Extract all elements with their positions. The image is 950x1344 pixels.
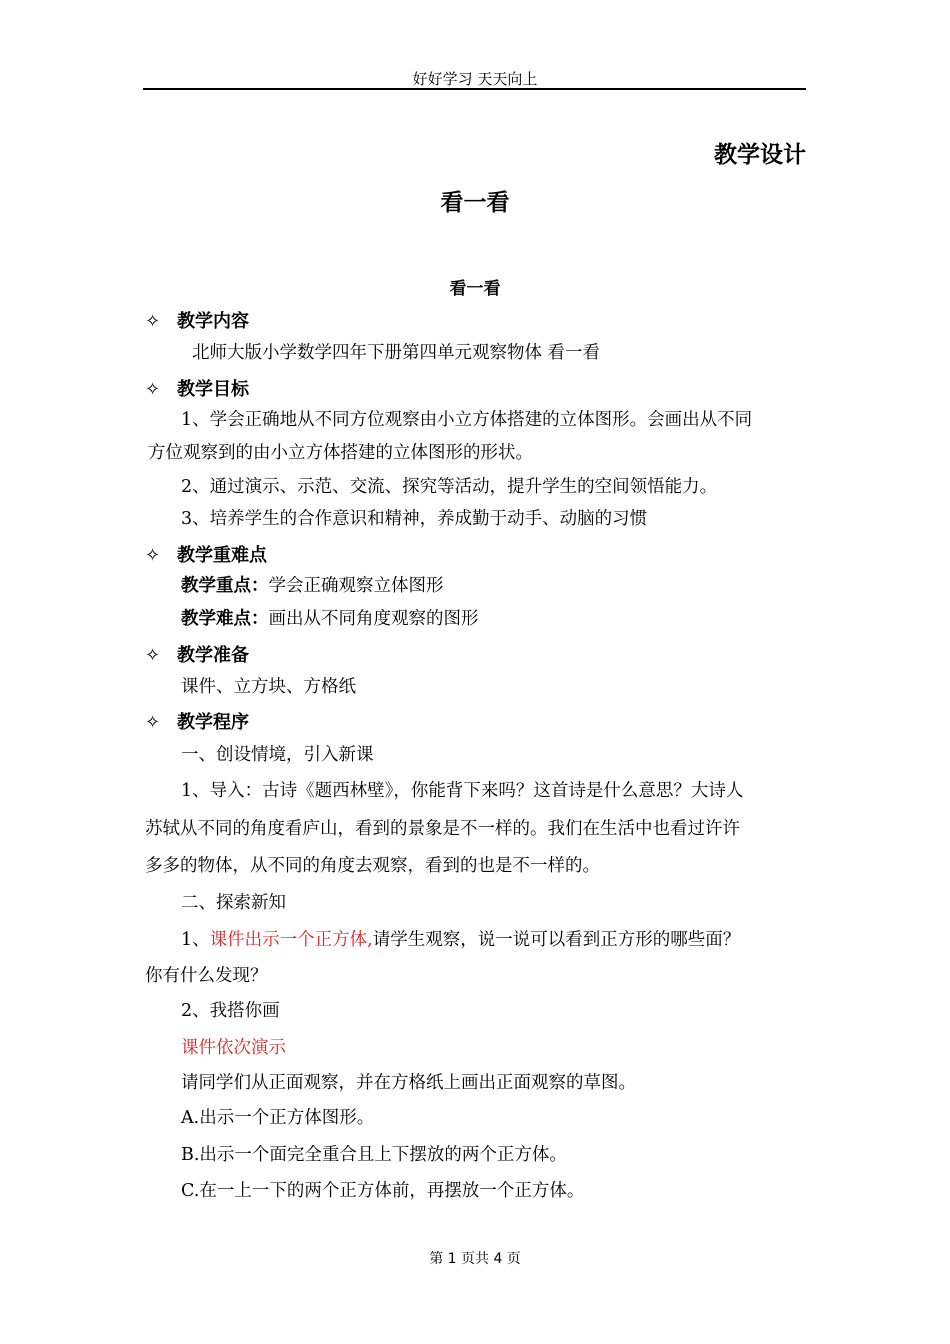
- instruction-text: 请同学们从正面观察，并在方格纸上画出正面观察的草图。: [181, 1073, 636, 1093]
- section-heading-key-points: [145, 541, 267, 567]
- demo-note: 课件依次演示: [181, 1038, 286, 1058]
- page-title: 看一看: [440, 189, 510, 216]
- document-type: 教学设计: [714, 141, 806, 168]
- page-header: 好好学习 天天向上: [412, 70, 538, 88]
- step-1-number: 1、: [181, 930, 210, 950]
- intro-line-3: 多多的物体，从不同的角度去观察，看到的也是不一样的。: [145, 856, 600, 876]
- difficult-point-line: [181, 608, 479, 630]
- intro-line-2: 苏轼从不同的角度看庐山，看到的景象是不一样的。我们在生活中也看过许许: [145, 819, 740, 839]
- content-text: 北师大版小学数学四年下册第四单元观察物体 看一看: [192, 343, 601, 363]
- key-point-line: [181, 575, 444, 597]
- step-1-line-2: 你有什么发现？: [145, 966, 268, 986]
- step-1-line-1: [181, 929, 740, 951]
- diamond-bullet-icon: ✧: [145, 311, 161, 332]
- difficult-point-text: 画出从不同角度观察的图形: [268, 609, 479, 629]
- key-point-label: 教学重点：: [181, 576, 269, 596]
- intro-line-1: 1、导入：古诗《题西林壁》，你能背下来吗？这首诗是什么意思？大诗人: [181, 781, 744, 801]
- step-2: 2、我搭你画: [181, 1001, 280, 1021]
- section-heading-label: 教学准备: [177, 645, 249, 666]
- section-heading-label: 教学重难点: [177, 545, 267, 566]
- section-heading-goals: [145, 375, 249, 401]
- key-point-text: 学会正确观察立体图形: [268, 576, 444, 596]
- step-1-text: 请学生观察，说一说可以看到正方形的哪些面？: [372, 930, 741, 950]
- section-heading-label: 教学程序: [177, 712, 249, 733]
- step-1-highlight: 课件出示一个正方体,: [209, 930, 373, 950]
- section-heading-prep: [145, 641, 249, 667]
- section-heading-procedure: [145, 708, 249, 734]
- goal-1-line-1: 1、学会正确地从不同方位观察由小立方体搭建的立体图形。会画出从不同: [181, 410, 753, 430]
- item-b: B.出示一个面完全重合且上下摆放的两个正方体。: [181, 1145, 567, 1165]
- procedure-part-1: 一、创设情境，引入新课: [181, 745, 374, 765]
- section-heading-label: 教学目标: [177, 379, 249, 400]
- item-c: C.在一上一下的两个正方体前，再摆放一个正方体。: [181, 1181, 585, 1201]
- diamond-bullet-icon: ✧: [145, 545, 161, 566]
- diamond-bullet-icon: ✧: [145, 712, 161, 733]
- section-heading-label: 教学内容: [177, 311, 249, 332]
- procedure-part-2: 二、探索新知: [181, 893, 286, 913]
- header-rule: [143, 88, 806, 90]
- section-title: 看一看: [449, 279, 501, 299]
- diamond-bullet-icon: ✧: [145, 645, 161, 666]
- section-heading-content: [145, 307, 249, 333]
- prep-text: 课件、立方块、方格纸: [181, 677, 356, 697]
- diamond-bullet-icon: ✧: [145, 379, 161, 400]
- goal-2: 2、通过演示、示范、交流、探究等活动，提升学生的空间领悟能力。: [181, 477, 718, 497]
- goal-3: 3、培养学生的合作意识和精神，养成勤于动手、动脑的习惯: [181, 509, 648, 529]
- item-a: A.出示一个正方体图形。: [181, 1108, 375, 1128]
- difficult-point-label: 教学难点：: [181, 609, 269, 629]
- page-footer: 第 1 页共 4 页: [429, 1251, 521, 1267]
- goal-1-line-2: 方位观察到的由小立方体搭建的立体图形的形状。: [148, 443, 533, 463]
